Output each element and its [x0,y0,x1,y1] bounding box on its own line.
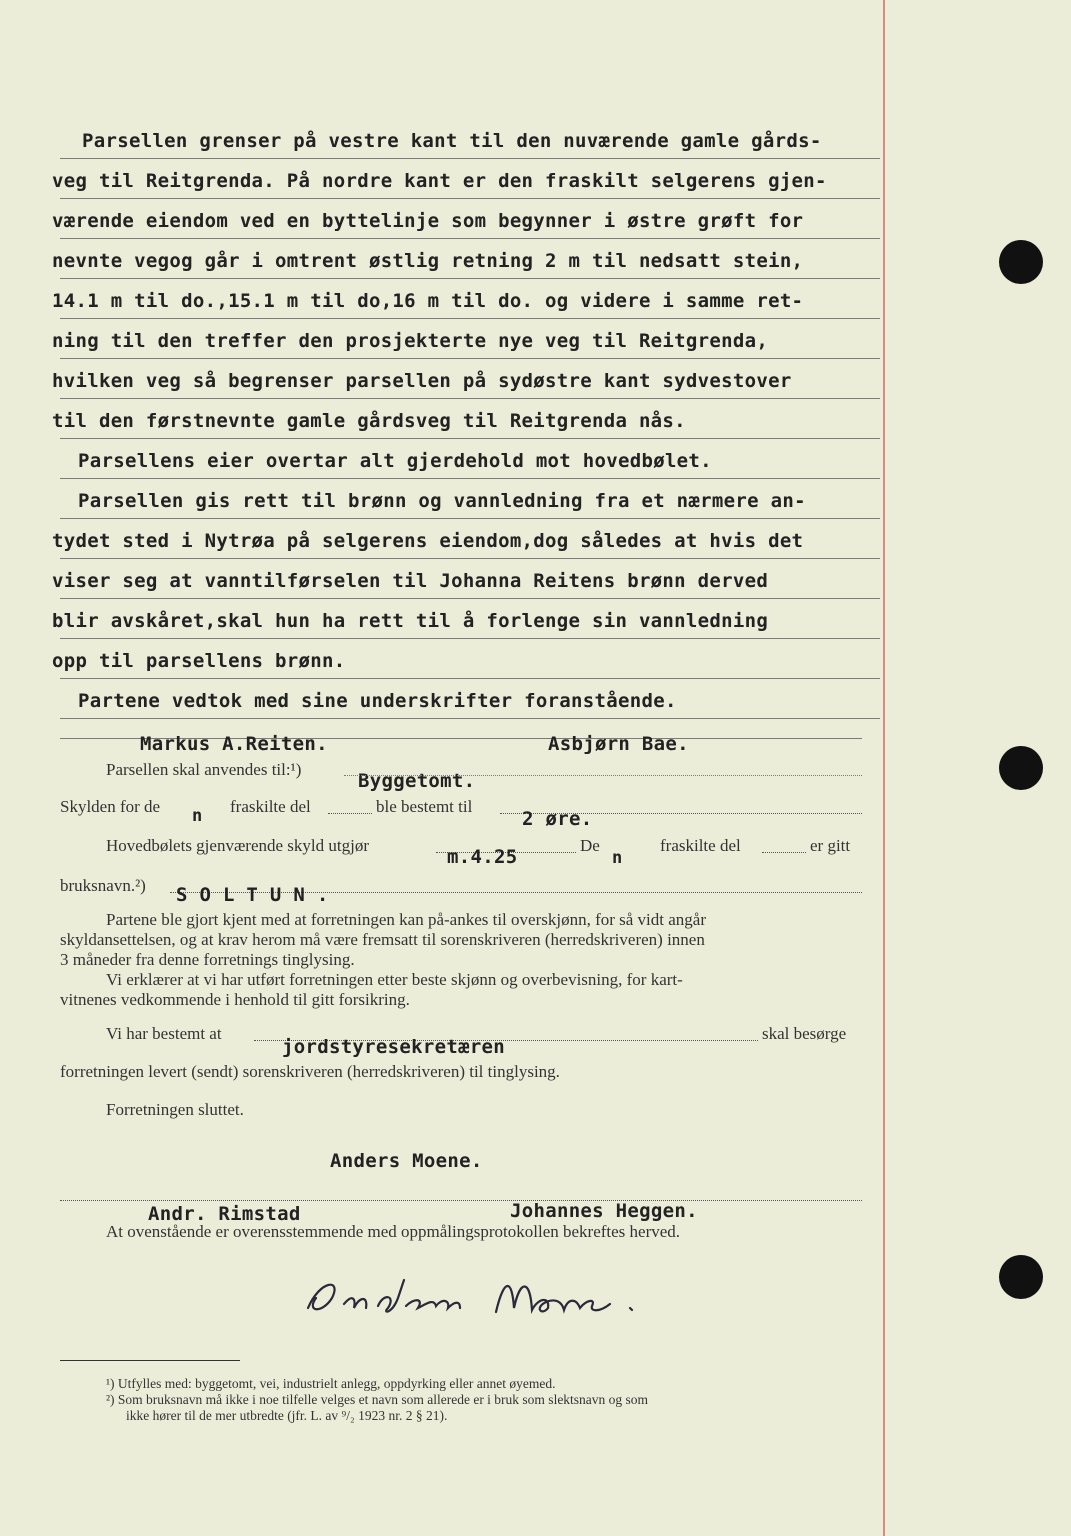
skyld-value: 2 øre. [522,808,593,830]
ruled-line [60,238,880,239]
ruled-line [60,518,880,519]
hoved-n: n [612,848,623,868]
dotted-line [328,813,372,814]
ruled-line [60,478,880,479]
punch-hole [999,240,1043,284]
ruled-line [60,598,880,599]
footnote-2: ²) Som bruksnavn må ikke i noe tilfelle velges et navn som allerede er i bruk som slektsnavn og som [106,1392,649,1407]
body-line: ning til den treffer den prosjekterte nye veg til Reitgrenda, [52,330,769,352]
body-line: opp til parsellens brønn. [52,650,346,672]
skyld-mid: fraskilte del [230,797,311,816]
para1-line: Partene ble gjort kjent med at forretningen kan på-ankes til overskjønn, for så vidt angår [106,910,707,929]
ruled-line [60,158,880,159]
body-line: blir avskåret,skal hun ha rett til å forlenge sin vannledning [52,610,769,632]
hoved-de: De [580,836,600,855]
body-line: tydet sted i Nytrøa på selgerens eiendom,dog således at hvis det [52,530,804,552]
handwritten-signature [300,1268,700,1328]
ruled-line [60,398,880,399]
para1-line: 3 måneder fra denne forretnings tinglysing. [60,950,355,969]
ruled-line [60,638,880,639]
skyld-prefix: Skylden for de [60,797,161,816]
ruled-line [60,678,880,679]
footnote-1: ¹) Utfylles med: byggetomt, vei, industrielt anlegg, oppdyrking eller annet øyemed. [106,1376,556,1391]
bestemt-value: jordstyresekretæren [282,1036,506,1058]
body-line: viser seg at vanntilførselen til Johanna Reitens brønn derved [52,570,769,592]
para2-line: Vi erklærer at vi har utført forretningen etter beste skjønn og overbevisning, for kart- [106,970,683,989]
hoved-fraskilte: fraskilte del [660,836,741,855]
body-line: til den førstnevnte gamle gårdsveg til Reitgrenda nås. [52,410,686,432]
punch-hole [999,746,1043,790]
skyld-n: n [192,806,203,826]
bestemt-label: Vi har bestemt at [106,1024,222,1043]
ruled-line [60,718,880,719]
body-line: værende eiendom ved en byttelinje som begynner i østre grøft for [52,210,804,232]
sluttet-text: Forretningen sluttet. [106,1100,244,1119]
para1-line: skyldansettelsen, og at krav herom må være fremsatt til sorenskriveren (herredskriveren) innen [60,930,705,949]
footnote-rule [60,1360,240,1361]
signer-heggen: Johannes Heggen. [510,1200,698,1222]
bestemt-suffix: skal besørge [762,1024,847,1043]
punch-hole [999,1255,1043,1299]
certification-text: At ovenstående er overensstemmende med oppmålingsprotokollen bekreftes herved. [106,1222,681,1241]
red-margin-line [883,0,885,1536]
signer-rimstad: Andr. Rimstad [148,1203,301,1225]
dotted-line [344,775,862,776]
signer-markus: Markus A.Reiten. [140,733,328,755]
hoved-value: m.4.25 [447,846,518,868]
ruled-line [60,358,880,359]
use-value: Byggetomt. [358,770,476,792]
body-line: Parsellen gis rett til brønn og vannledning fra et nærmere an- [78,490,806,512]
body-line: nevnte vegog går i omtrent østlig retning 2 m til nedsatt stein, [52,250,804,272]
levert-text: forretningen levert (sendt) sorenskriveren (herredskriveren) til tinglysing. [60,1062,560,1081]
bruksnavn-value: S O L T U N . [176,884,329,906]
ruled-line [60,558,880,559]
dotted-line [60,1200,862,1201]
hoved-label: Hovedbølets gjenværende skyld utgjør [106,836,369,855]
signer-asbjorn: Asbjørn Bae. [548,733,689,755]
body-line: veg til Reitgrenda. På nordre kant er den fraskilt selgerens gjen- [52,170,827,192]
signer-anders: Anders Moene. [330,1150,483,1172]
body-line: hvilken veg så begrenser parsellen på sydøstre kant sydvestover [52,370,792,392]
ruled-line [60,278,880,279]
footnote-2-cont: ikke hører til de mer utbredte (jfr. L. av ⁹/₂ 1923 nr. 2 § 21). [126,1408,448,1423]
body-line: Parsellens eier overtar alt gjerdehold mot hovedbølet. [78,450,712,472]
skyld-suffix: ble bestemt til [376,797,473,816]
ruled-line [60,318,880,319]
hoved-gitt: er gitt [810,836,851,855]
ruled-line [60,438,880,439]
body-line: Partene vedtok med sine underskrifter foranstående. [78,690,677,712]
body-line: 14.1 m til do.,15.1 m til do,16 m til do. og videre i samme ret- [52,290,804,312]
dotted-line [762,852,806,853]
body-line: Parsellen grenser på vestre kant til den nuværende gamle gårds- [82,130,822,152]
use-label: Parsellen skal anvendes til:¹) [106,760,302,779]
ruled-line [60,198,880,199]
para2-line: vitnenes vedkommende i henhold til gitt forsikring. [60,990,410,1009]
bruksnavn-label: bruksnavn.²) [60,876,146,895]
